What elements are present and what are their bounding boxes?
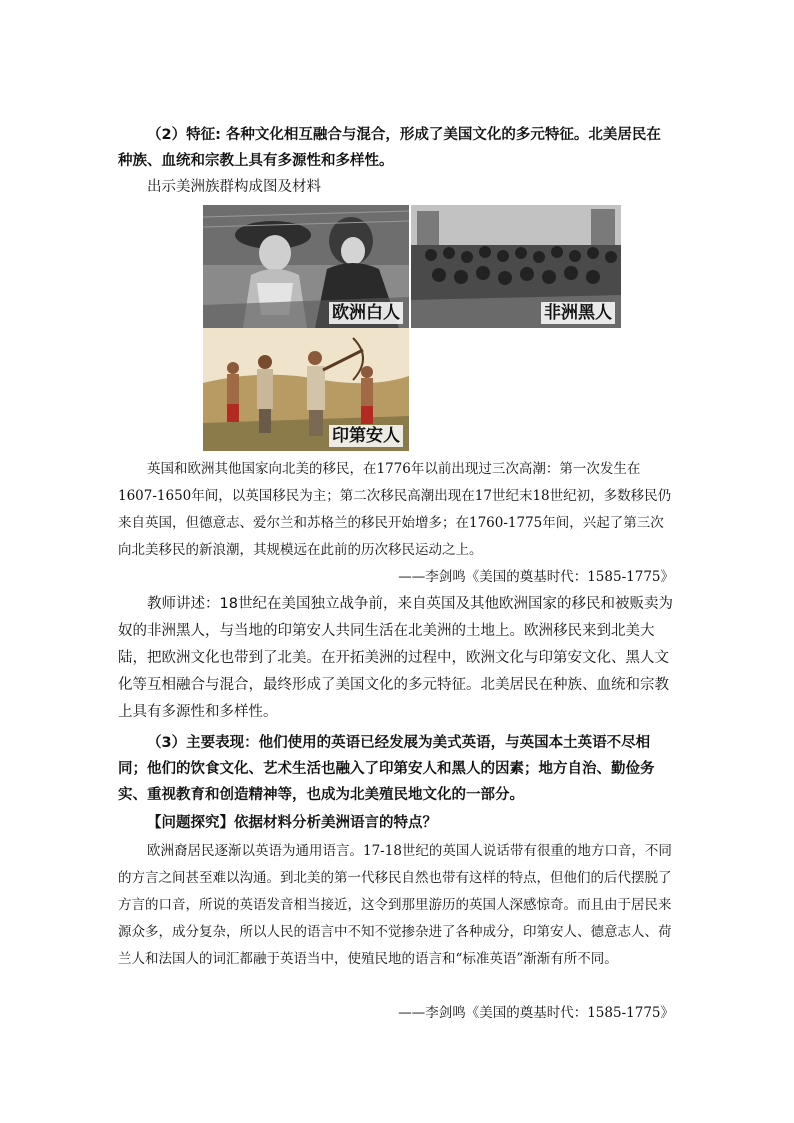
section-3-manifestations: （3）主要表现：他们使用的英语已经发展为美式英语，与英国本土英语不尽相同；他们的饮食文化、艺术生活也融入了印第安人和黑人的因素；地方自治、勤俭务实、重视教育和创造精神等，也成为北美殖民地文化的一部分。 (118, 735, 655, 803)
caption-natives: 印第安人 (329, 425, 403, 447)
image-europeans (203, 205, 409, 328)
material-note: 出示美洲族群构成图及材料 (147, 179, 321, 195)
image-africans (411, 205, 621, 328)
quote-language-source: ——李剑鸣《美国的奠基时代：1585-1775》 (398, 1005, 674, 1021)
inquiry-question: 【问题探究】依据材料分析美洲语言的特点？ (147, 815, 437, 831)
caption-europeans: 欧洲白人 (329, 302, 403, 324)
caption-africans: 非洲黑人 (541, 302, 615, 324)
section-2-feature: （2）特征: 各种文化相互融合与混合，形成了美国文化的多元特征。北美居民在种族、血统和宗教上具有多源性和多样性。 (118, 127, 661, 169)
quote-immigration: 英国和欧洲其他国家向北美的移民，在1776年以前出现过三次高潮：第一次发生在1607-1650年间，以英国移民为主；第二次移民高潮出现在17世纪末18世纪初，多数移民仍来自英国，但德意志、爱尔兰和苏格兰的移民开始增多；在1760-1775年间，兴起了第三次向北美移民的新浪潮，其规模远在此前的历次移民运动之上。 (118, 461, 672, 558)
quote-immigration-source: ——李剑鸣《美国的奠基时代：1585-1775》 (398, 569, 674, 585)
quote-language: 欧洲裔居民逐渐以英语为通用语言。17-18世纪的英国人说话带有很重的地方口音，不同的方言之间甚至难以沟通。到北美的第一代移民自然也带有这样的特点，但他们的后代摆脱了方言的口音，所说的英语发音相当接近，这令到那里游历的英国人深感惊奇。而且由于居民来源众多，成分复杂，所以人民的语言中不知不觉掺杂进了各种成分，印第安人、德意志人、荷兰人和法国人的词汇都融于英语当中，使殖民地的语言和“标准英语”渐渐有所不同。 (118, 843, 672, 967)
image-natives (203, 328, 409, 451)
teacher-explanation: 教师讲述：18世纪在美国独立战争前，来自英国及其他欧洲国家的移民和被贩卖为奴的非洲黑人，与当地的印第安人共同生活在北美洲的土地上。欧洲移民来到北美大陆，把欧洲文化也带到了北美。在开拓美洲的过程中，欧洲文化与印第安文化、黑人文化等互相融合与混合，最终形成了美国文化的多元特征。北美居民在种族、血统和宗教上具有多源性和多样性。 (118, 596, 673, 720)
